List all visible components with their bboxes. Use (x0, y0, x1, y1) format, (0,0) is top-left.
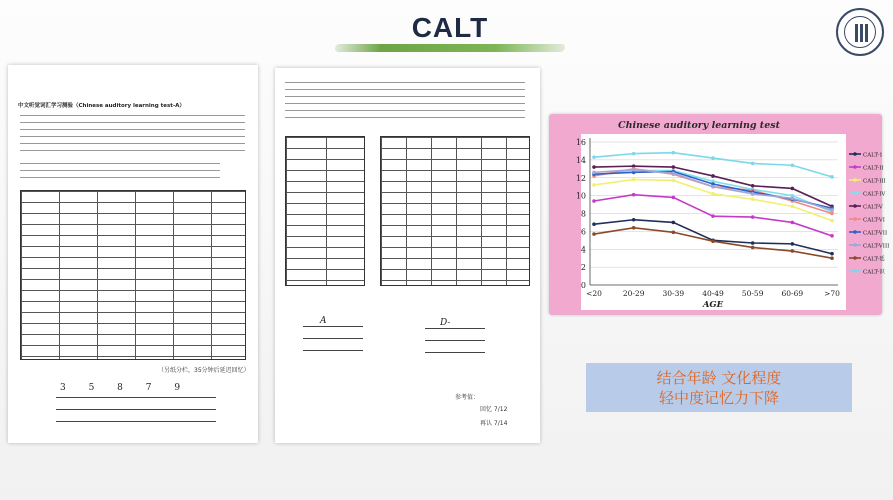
score-line (303, 350, 363, 351)
legend-label: CALT-III (863, 178, 886, 185)
legend-marker (853, 269, 857, 273)
y-tick-label: 8 (580, 209, 586, 219)
data-point (672, 230, 676, 234)
title-underline (334, 44, 565, 52)
test-form-page-2 (275, 68, 540, 443)
university-logo-icon (836, 8, 884, 56)
data-point (592, 155, 596, 159)
test-form-title: 中文听觉词汇学习测验（Chinese auditory learning test-A） (18, 103, 185, 109)
data-point (672, 196, 676, 200)
data-point (751, 184, 755, 188)
data-point (711, 214, 715, 218)
x-tick-label: 60-69 (781, 289, 804, 298)
x-tick-label: 40-49 (702, 289, 724, 298)
x-tick-label: <20 (586, 289, 602, 298)
data-point (791, 187, 795, 191)
legend-marker (853, 230, 857, 234)
y-tick-label: 0 (580, 281, 586, 290)
data-point (632, 226, 636, 230)
data-point (830, 252, 834, 256)
legend-marker (853, 152, 857, 156)
data-point (830, 256, 834, 260)
score-line (303, 326, 363, 327)
data-point (751, 197, 755, 201)
slide-title: CALT (411, 12, 489, 43)
data-point (672, 221, 676, 225)
data-point (592, 183, 596, 187)
y-tick-label: 16 (575, 138, 586, 147)
instruction-text (20, 115, 245, 151)
legend-marker (853, 165, 857, 169)
data-point (592, 199, 596, 203)
data-point (751, 162, 755, 166)
data-point (830, 234, 834, 238)
data-point (830, 208, 834, 212)
data-point (592, 232, 596, 236)
data-point (711, 156, 715, 160)
logo-bar (855, 24, 858, 42)
legend-label: CALT-VII (863, 230, 888, 237)
legend-marker (853, 191, 857, 195)
legend-marker (853, 178, 857, 182)
footer-reference: 参考值： (455, 394, 480, 401)
score-line (56, 409, 216, 410)
data-point (791, 205, 795, 209)
y-tick-label: 10 (575, 191, 586, 201)
data-point (751, 241, 755, 245)
score-line (425, 328, 485, 329)
y-tick-label: 2 (580, 263, 586, 273)
data-point (711, 192, 715, 196)
legend-marker (853, 204, 857, 208)
data-point (672, 171, 676, 175)
data-point (672, 165, 676, 169)
data-point (711, 174, 715, 178)
data-point (830, 212, 834, 216)
data-point (592, 165, 596, 169)
data-point (791, 221, 795, 225)
data-point (632, 168, 636, 172)
data-point (751, 246, 755, 250)
line-chart (549, 114, 890, 315)
y-tick-label: 14 (575, 155, 586, 165)
footer-recall: 回忆 7/12 (480, 406, 508, 413)
data-point (791, 242, 795, 246)
legend-label: CALT-识 (863, 269, 885, 276)
legend-label: CALT-1 (863, 152, 883, 159)
note-line-1: 结合年龄 文化程度 (656, 369, 782, 387)
legend-label: CALT-VI (863, 217, 885, 224)
x-tick-label: >70 (824, 289, 840, 298)
data-point (711, 239, 715, 243)
data-point (632, 178, 636, 182)
legend-marker (853, 256, 857, 260)
footer-note: （另纸分栏，35分钟后延迟回忆） (158, 367, 250, 374)
data-point (830, 175, 834, 179)
logo-bar (860, 24, 863, 42)
data-point (751, 215, 755, 219)
x-tick-label: 20-29 (622, 289, 645, 298)
x-axis-label: AGE (702, 300, 724, 310)
data-point (711, 185, 715, 189)
y-tick-label: 12 (575, 173, 586, 183)
handwritten-score: A (320, 316, 327, 326)
data-point (632, 193, 636, 197)
score-line (56, 421, 216, 422)
summary-note-box (586, 363, 852, 412)
chart-card (549, 114, 890, 315)
data-point (791, 197, 795, 201)
data-point (830, 219, 834, 223)
legend-label: CALT-IV (863, 191, 886, 198)
data-point (632, 218, 636, 222)
trial-scores: 3 5 8 7 9 (60, 383, 191, 393)
score-line (303, 338, 363, 339)
note-line-2: 轻中度记忆力下降 (658, 389, 779, 407)
instruction-text (285, 82, 525, 118)
data-point (672, 179, 676, 183)
score-line (56, 397, 216, 398)
logo-bar (865, 24, 868, 42)
x-tick-label: 30-39 (662, 289, 685, 298)
recall-score-grid (20, 190, 246, 360)
instruction-text (20, 163, 220, 179)
data-point (751, 192, 755, 196)
recognition-grid (380, 136, 530, 286)
legend-label: CALT-VIII (863, 243, 890, 250)
y-tick-label: 4 (580, 245, 586, 255)
data-point (791, 163, 795, 167)
footer-recognition: 再认 7/14 (480, 420, 508, 427)
score-line (425, 352, 485, 353)
legend-label: CALT-V (863, 204, 883, 211)
test-form-page-1 (8, 65, 258, 443)
data-point (592, 222, 596, 226)
y-tick-label: 6 (580, 227, 586, 237)
chart-title: Chinese auditory learning test (618, 120, 780, 131)
score-line (425, 340, 485, 341)
legend-marker (853, 243, 857, 247)
data-point (632, 152, 636, 156)
handwritten-score: D- (440, 318, 451, 328)
data-point (592, 171, 596, 175)
recall-grid (285, 136, 365, 286)
data-point (791, 249, 795, 253)
legend-label: CALT-延 (863, 256, 885, 263)
data-point (672, 151, 676, 155)
x-tick-label: 50-59 (741, 289, 764, 298)
legend-marker (853, 217, 857, 221)
legend-label: CALT-II (863, 165, 884, 172)
